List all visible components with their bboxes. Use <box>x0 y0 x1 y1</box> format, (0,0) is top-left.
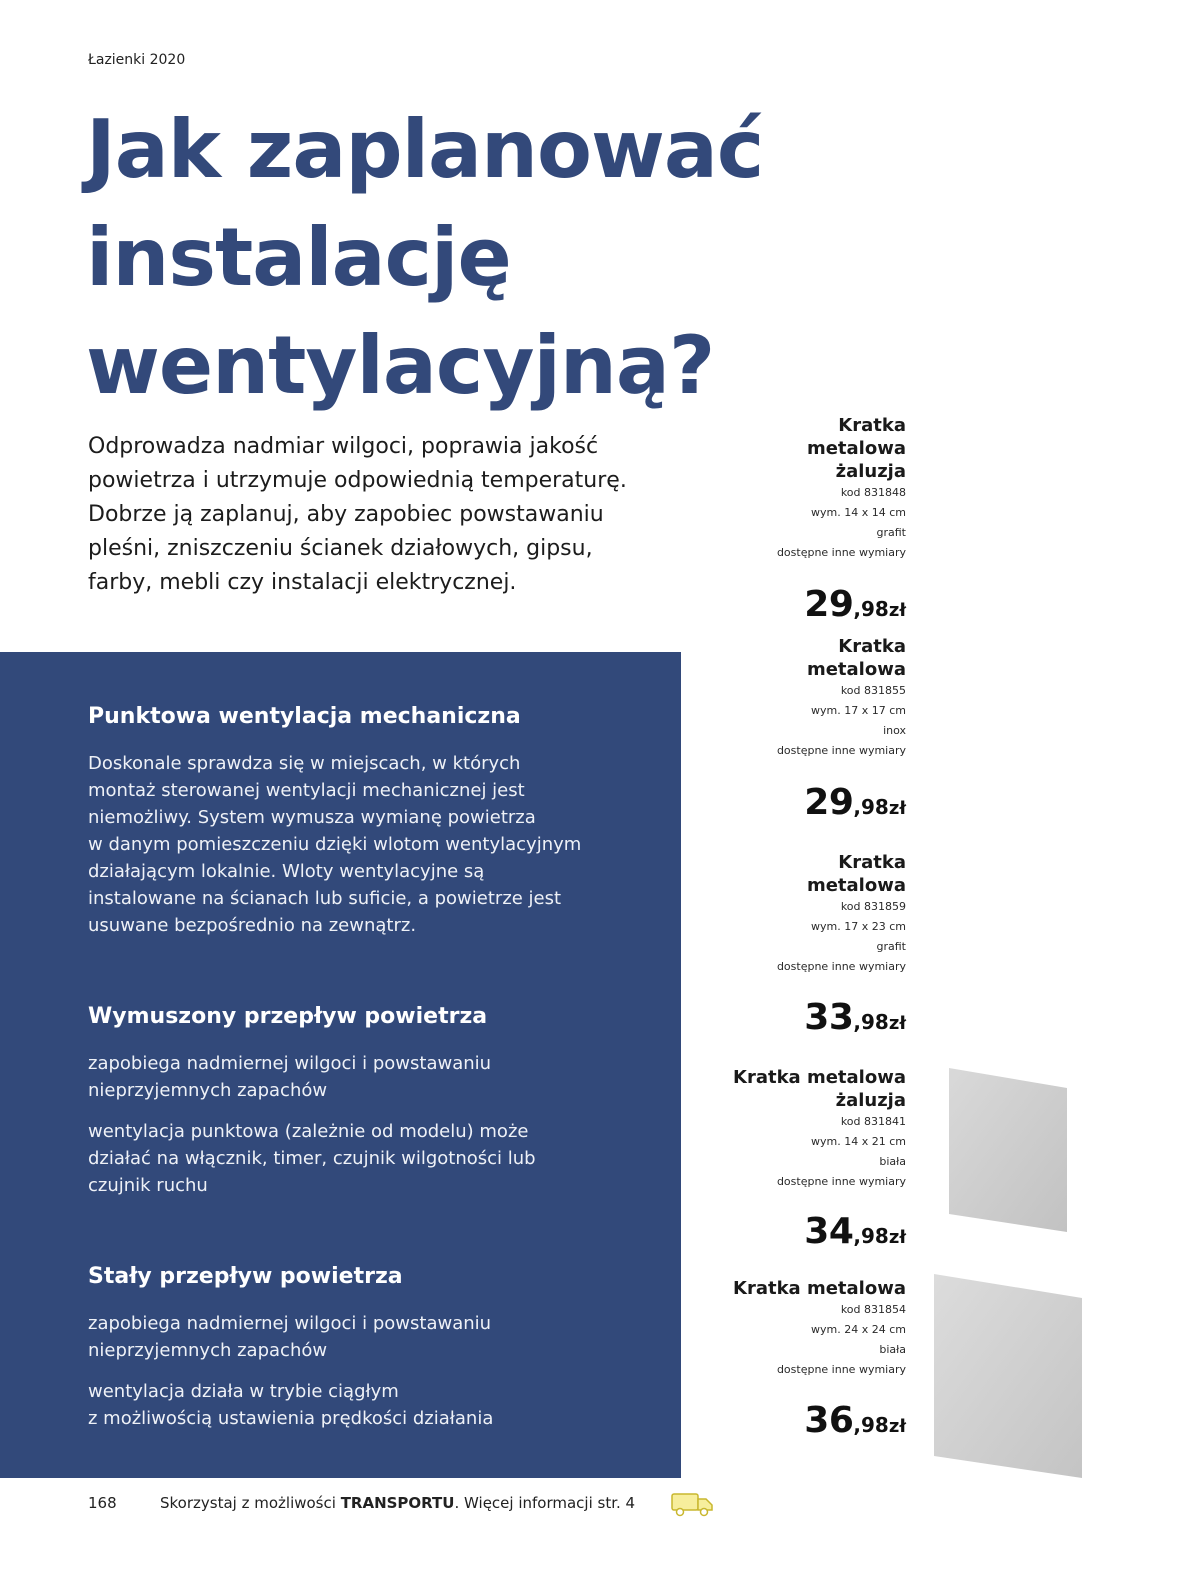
paragraph-line: montaż sterowanej wentylacji mechanicznej jest <box>88 780 525 801</box>
section-paragraph <box>88 750 658 939</box>
price-decimal: ,98 <box>853 597 889 621</box>
product-name <box>646 1066 906 1112</box>
product-item <box>646 851 906 977</box>
product-size: wym. 17 x 23 cm <box>811 920 906 933</box>
product-code: kod 831848 <box>840 486 906 499</box>
paragraph-line: zapobiega nadmiernej wilgoci i powstawaniu <box>88 1313 492 1334</box>
product-note: dostępne inne wymiary <box>776 744 906 757</box>
delivery-truck-icon <box>670 1490 714 1518</box>
product-name-line: Kratka metalowa <box>733 1067 906 1088</box>
title-line: wentylacyjną? <box>86 319 715 412</box>
section-paragraph <box>88 1050 658 1104</box>
product-price <box>646 1211 906 1252</box>
paragraph-line: wentylacja punktowa (zależnie od modelu) może <box>88 1121 529 1142</box>
price-currency: zł <box>888 1013 906 1034</box>
title-line: instalację <box>86 211 511 304</box>
note-emphasis: TRANSPORTU <box>340 1494 455 1512</box>
intro-line: Dobrze ją zaplanuj, aby zapobiec powstawaniu <box>88 502 604 527</box>
price-integer: 34 <box>804 1211 854 1252</box>
product-name <box>646 635 906 681</box>
product-item <box>646 1066 906 1192</box>
product-price <box>646 782 906 823</box>
price-decimal: ,98 <box>853 1224 889 1248</box>
product-color: grafit <box>876 526 906 539</box>
info-panel <box>0 652 681 1478</box>
paragraph-line: w danym pomieszczeniu dzięki wlotom wentylacyjnym <box>88 834 582 855</box>
product-name-line: Kratka <box>838 415 906 436</box>
product-code: kod 831859 <box>840 900 906 913</box>
price-currency: zł <box>888 1227 906 1248</box>
product-name <box>646 1277 906 1300</box>
product-color: inox <box>883 724 906 737</box>
price-integer: 36 <box>804 1400 854 1441</box>
product-name-line: metalowa <box>806 659 906 680</box>
product-name-line: Kratka <box>838 852 906 873</box>
product-meta <box>646 897 906 977</box>
page-title <box>86 96 886 420</box>
product-meta <box>646 681 906 761</box>
note-text: . Więcej informacji str. 4 <box>454 1494 636 1512</box>
paragraph-line: z możliwością ustawienia prędkości działania <box>88 1408 494 1429</box>
section-paragraph <box>88 1118 658 1199</box>
paragraph-line: niemożliwy. System wymusza wymianę powietrza <box>88 807 536 828</box>
product-size: wym. 14 x 21 cm <box>811 1135 906 1148</box>
product-name-line: żaluzja <box>835 1090 906 1111</box>
page-number: 168 <box>88 1494 117 1512</box>
paragraph-line: wentylacja działa w trybie ciągłym <box>88 1381 399 1402</box>
section-heading-forced-flow: Wymuszony przepływ powietrza <box>88 1004 488 1029</box>
product-color: biała <box>879 1155 906 1168</box>
product-item <box>646 635 906 761</box>
product-name-line: żaluzja <box>835 461 906 482</box>
product-price <box>646 1400 906 1441</box>
product-code: kod 831855 <box>840 684 906 697</box>
intro-line: pleśni, zniszczeniu ścianek działowych, gipsu, <box>88 536 593 561</box>
product-meta <box>646 483 906 563</box>
product-name <box>646 851 906 897</box>
section-heading-constant-flow: Stały przepływ powietrza <box>88 1264 403 1289</box>
vent-grille-image <box>947 1064 1069 1234</box>
paragraph-line: czujnik ruchu <box>88 1175 208 1196</box>
product-color: grafit <box>876 940 906 953</box>
vent-grille-image <box>932 1270 1085 1480</box>
price-integer: 29 <box>804 584 854 625</box>
product-size: wym. 24 x 24 cm <box>811 1323 906 1336</box>
product-note: dostępne inne wymiary <box>776 1175 906 1188</box>
paragraph-line: działającym lokalnie. Wloty wentylacyjne są <box>88 861 485 882</box>
product-name <box>646 414 906 483</box>
product-color: biała <box>879 1343 906 1356</box>
paragraph-line: działać na włącznik, timer, czujnik wilgotności lub <box>88 1148 536 1169</box>
paragraph-line: nieprzyjemnych zapachów <box>88 1340 328 1361</box>
title-line: Jak zaplanować <box>86 103 764 196</box>
product-meta <box>646 1112 906 1192</box>
price-currency: zł <box>888 798 906 819</box>
product-meta <box>646 1300 906 1380</box>
product-price <box>646 997 906 1038</box>
note-text: Skorzystaj z możliwości <box>160 1494 341 1512</box>
product-code: kod 831841 <box>840 1115 906 1128</box>
transport-note <box>160 1494 635 1512</box>
product-size: wym. 17 x 17 cm <box>811 704 906 717</box>
product-item <box>646 1277 906 1380</box>
paragraph-line: nieprzyjemnych zapachów <box>88 1080 328 1101</box>
product-name-line: Kratka metalowa <box>733 1278 906 1299</box>
intro-line: farby, mebli czy instalacji elektrycznej. <box>88 570 517 595</box>
paragraph-line: usuwane bezpośrednio na zewnątrz. <box>88 915 417 936</box>
price-currency: zł <box>888 600 906 621</box>
price-integer: 33 <box>804 997 854 1038</box>
price-decimal: ,98 <box>853 795 889 819</box>
product-name-line: Kratka <box>838 636 906 657</box>
intro-line: powietrza i utrzymuje odpowiednią temperaturę. <box>88 468 627 493</box>
intro-paragraph <box>88 430 708 600</box>
price-currency: zł <box>888 1416 906 1437</box>
section-heading-point-ventilation: Punktowa wentylacja mechaniczna <box>88 704 521 729</box>
section-paragraph <box>88 1378 658 1432</box>
running-head: Łazienki 2020 <box>88 52 186 68</box>
paragraph-line: Doskonale sprawdza się w miejscach, w których <box>88 753 521 774</box>
section-paragraph <box>88 1310 658 1364</box>
product-size: wym. 14 x 14 cm <box>811 506 906 519</box>
product-item <box>646 414 906 563</box>
product-name-line: metalowa <box>806 438 906 459</box>
intro-line: Odprowadza nadmiar wilgoci, poprawia jakość <box>88 434 599 459</box>
product-note: dostępne inne wymiary <box>776 1363 906 1376</box>
price-integer: 29 <box>804 782 854 823</box>
paragraph-line: instalowane na ścianach lub suficie, a powietrze jest <box>88 888 562 909</box>
product-note: dostępne inne wymiary <box>776 960 906 973</box>
product-price <box>646 584 906 625</box>
price-decimal: ,98 <box>853 1413 889 1437</box>
product-code: kod 831854 <box>840 1303 906 1316</box>
product-note: dostępne inne wymiary <box>776 546 906 559</box>
paragraph-line: zapobiega nadmiernej wilgoci i powstawaniu <box>88 1053 492 1074</box>
price-decimal: ,98 <box>853 1010 889 1034</box>
product-name-line: metalowa <box>806 875 906 896</box>
